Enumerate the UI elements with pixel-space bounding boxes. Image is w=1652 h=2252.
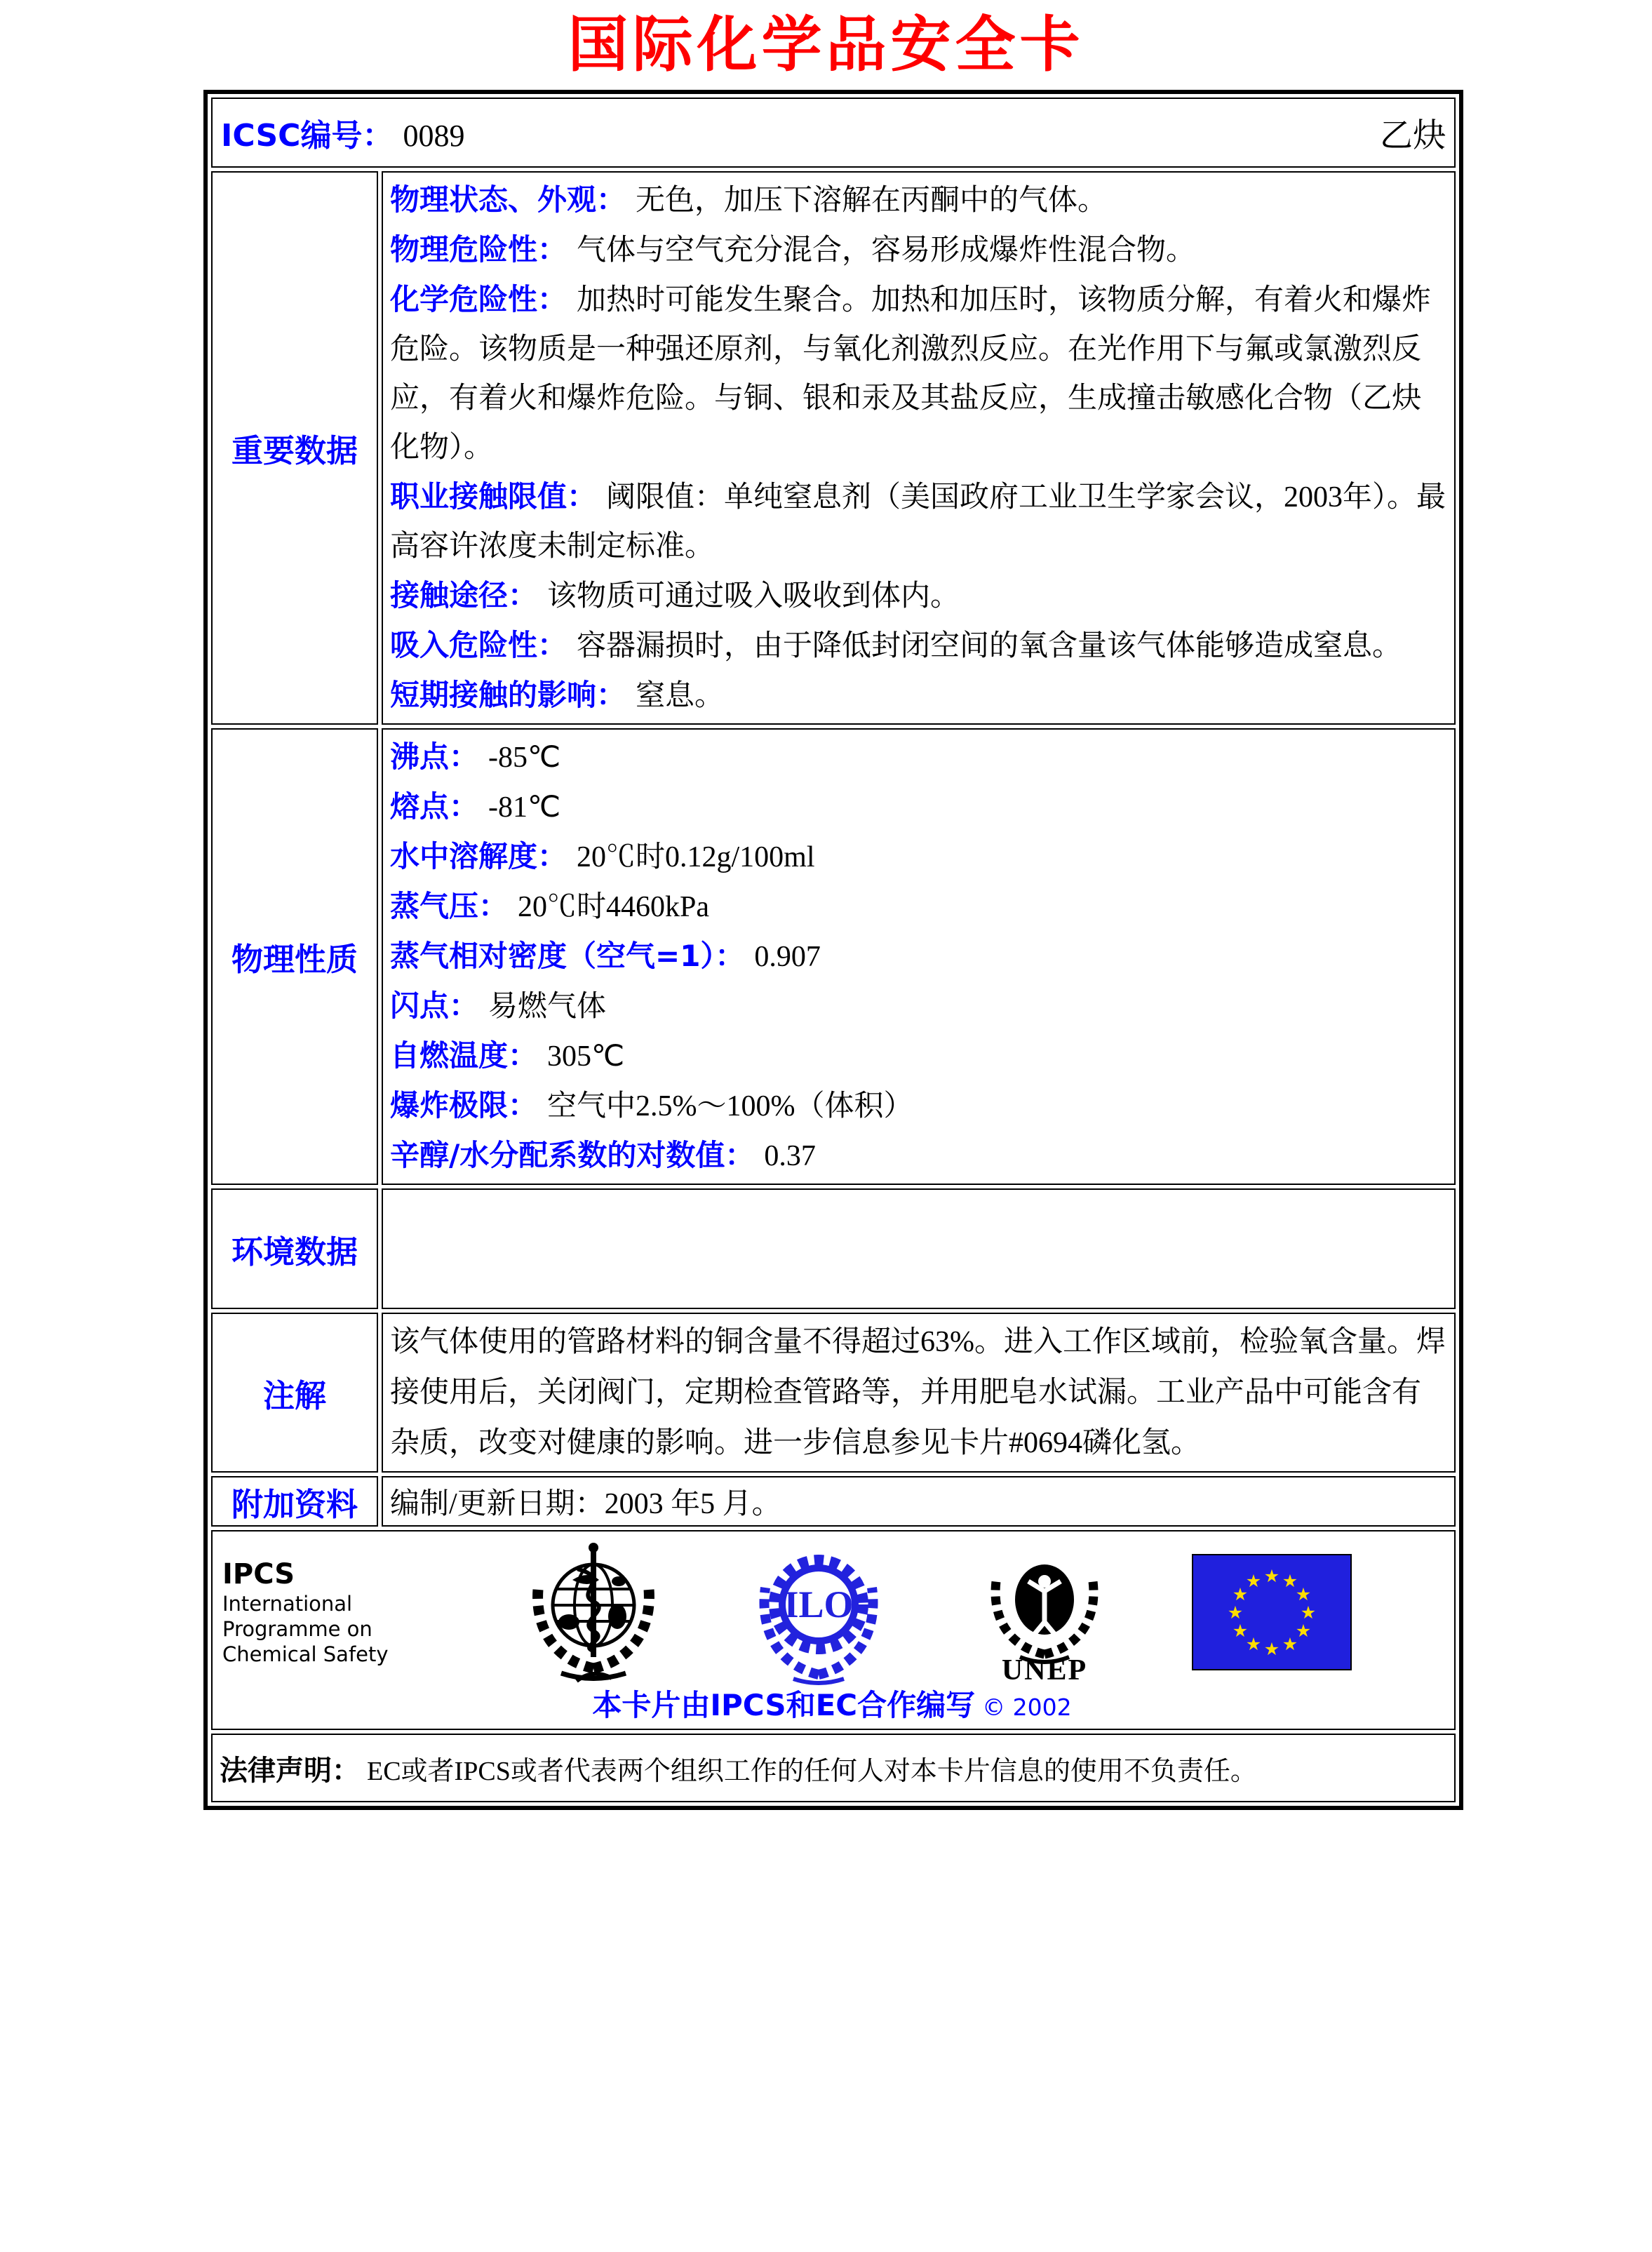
field-row [390, 832, 1447, 882]
icsc-card-table [203, 90, 1463, 1810]
section-row-notes [211, 1313, 1456, 1473]
legal-cell [211, 1734, 1456, 1802]
field-row [390, 732, 1447, 782]
field-value: 气体与空气充分混合，容易形成爆炸性混合物。 [577, 234, 1196, 267]
update-date-text: 编制/更新日期：2003 年5 月。 [390, 1488, 781, 1520]
svg-text:★: ★ [1245, 1634, 1262, 1654]
field-label: 闪点： [390, 988, 479, 1023]
ilo-icon [740, 1537, 897, 1687]
section-content-physical-properties [382, 728, 1456, 1185]
section-label-physical-properties: 物理性质 [211, 728, 378, 1185]
field-row [390, 932, 1447, 981]
section-content-important-data [382, 171, 1456, 725]
field-value: 0.907 [754, 941, 821, 973]
header-row [211, 98, 1456, 168]
ilo-letters: ILO [784, 1583, 854, 1626]
unep-icon [962, 1541, 1127, 1684]
ipcs-line: Chemical Safety [222, 1642, 389, 1666]
credit-text: 本卡片由IPCS和EC合作编写 [592, 1688, 976, 1722]
field-row [390, 621, 1447, 671]
field-value: 阈限值：单纯窒息剂（美国政府工业卫生学家会议，2003年）。最高容许浓度未制定标准。 [390, 481, 1446, 563]
section-label-environmental-data: 环境数据 [211, 1188, 378, 1309]
field-label: 职业接触限值： [390, 479, 597, 514]
field-row [390, 782, 1447, 832]
chemical-name: 乙炔 [1380, 117, 1446, 154]
field-value: 窒息。 [636, 680, 725, 712]
field-label: 化学危险性： [390, 282, 568, 316]
svg-text:★: ★ [1282, 1634, 1298, 1654]
ipcs-line: Programme on [222, 1617, 372, 1641]
ipcs-line: International [222, 1592, 353, 1616]
field-value: 无色，加压下溶解在丙酮中的气体。 [636, 185, 1108, 217]
field-row [390, 275, 1447, 472]
page-title: 国际化学品安全卡 [568, 10, 1084, 80]
legal-text: EC或者IPCS或者代表两个组织工作的任何人对本卡片信息的使用不负责任。 [367, 1756, 1257, 1786]
field-row [390, 981, 1447, 1031]
who-icon [512, 1538, 675, 1687]
field-label: 沸点： [390, 739, 479, 774]
field-value: 305℃ [547, 1040, 625, 1073]
ipcs-acronym: IPCS [222, 1558, 295, 1590]
field-label: 水中溶解度： [390, 839, 568, 873]
svg-text:★: ★ [1263, 1639, 1280, 1659]
section-label-important-data: 重要数据 [211, 171, 378, 725]
section-row-important-data [211, 171, 1456, 725]
unep-label: UNEP [1001, 1654, 1088, 1684]
svg-text:★: ★ [1232, 1621, 1249, 1641]
field-label: 自燃温度： [390, 1038, 538, 1073]
field-value: 20℃时4460kPa [518, 891, 710, 923]
section-row-physical-properties [211, 728, 1456, 1185]
legal-label: 法律声明： [220, 1754, 360, 1787]
field-label: 吸入危险性： [390, 628, 568, 662]
svg-text:★: ★ [1245, 1571, 1262, 1591]
svg-text:★: ★ [1227, 1602, 1244, 1623]
legal-row [211, 1734, 1456, 1802]
field-value: 易燃气体 [488, 991, 607, 1023]
field-value: 容器漏损时，由于降低封闭空间的氧含量该气体能够造成窒息。 [577, 630, 1402, 662]
svg-text:★: ★ [1300, 1602, 1317, 1623]
field-row [390, 671, 1447, 720]
field-label: 熔点： [390, 789, 479, 824]
icsc-number-value: 0089 [403, 119, 465, 153]
field-label: 辛醇/水分配系数的对数值： [390, 1138, 755, 1172]
field-value: 加热时可能发生聚合。加热和加压时，该物质分解，有着火和爆炸危险。该物质是一种强还原剂，与氧化剂激烈反应。在光作用下与氟或氯激烈反应，有着火和爆炸危险。与铜、银和汞及其盐反应，生成撞击敏感化合物（乙炔化物）。 [390, 284, 1432, 464]
logos-row [211, 1530, 1456, 1730]
credit-line [222, 1687, 1442, 1726]
section-row-additional-info [211, 1476, 1456, 1527]
field-label: 蒸气压： [390, 889, 509, 923]
svg-text:★: ★ [1282, 1571, 1298, 1591]
field-row [390, 571, 1447, 621]
notes-text: 该气体使用的管路材料的铜含量不得超过63%。进入工作区域前，检验氧含量。焊接使用后，关闭阀门，定期检查管路等，并用肥皂水试漏。工业产品中可能含有杂质，改变对健康的影响。进一步信息参见卡片#0694磷化氢。 [390, 1326, 1446, 1459]
svg-text:★: ★ [1263, 1566, 1280, 1586]
field-label: 短期接触的影响： [390, 678, 626, 712]
field-label: 爆炸极限： [390, 1088, 538, 1122]
field-row [390, 1081, 1447, 1131]
svg-text:★: ★ [1295, 1584, 1312, 1604]
svg-text:★: ★ [1295, 1621, 1312, 1641]
copyright-text: © 2002 [982, 1694, 1072, 1721]
field-value: 空气中2.5%～100%（体积） [547, 1090, 913, 1122]
field-label: 接触途径： [390, 578, 538, 612]
icsc-number-label: ICSC编号： [221, 118, 394, 154]
field-value: 20℃时0.12g/100ml [577, 841, 815, 873]
svg-text:★: ★ [1232, 1584, 1249, 1604]
header-cell [211, 98, 1456, 168]
icsc-number-group [221, 110, 464, 155]
field-row [390, 175, 1447, 225]
field-row [390, 1031, 1447, 1081]
field-value: 0.37 [764, 1140, 816, 1172]
eu-flag-icon [1192, 1554, 1352, 1670]
field-row [390, 472, 1447, 571]
field-value: -85℃ [488, 742, 561, 774]
section-content-environmental-data [382, 1188, 1456, 1309]
field-value: 该物质可通过吸入吸收到体内。 [547, 580, 960, 612]
field-label: 物理危险性： [390, 232, 568, 267]
section-label-additional-info: 附加资料 [211, 1476, 378, 1527]
logos-cell [211, 1530, 1456, 1730]
field-row [390, 1131, 1447, 1181]
section-row-environmental-data [211, 1188, 1456, 1309]
field-value: -81℃ [488, 791, 561, 824]
section-content-additional-info [382, 1476, 1456, 1527]
field-row [390, 225, 1447, 275]
ipcs-text-block [222, 1557, 447, 1667]
field-label: 蒸气相对密度（空气=1）： [390, 939, 745, 973]
field-label: 物理状态、外观： [390, 182, 626, 217]
field-row [390, 882, 1447, 932]
section-label-notes: 注解 [211, 1313, 378, 1473]
section-content-notes [382, 1313, 1456, 1473]
